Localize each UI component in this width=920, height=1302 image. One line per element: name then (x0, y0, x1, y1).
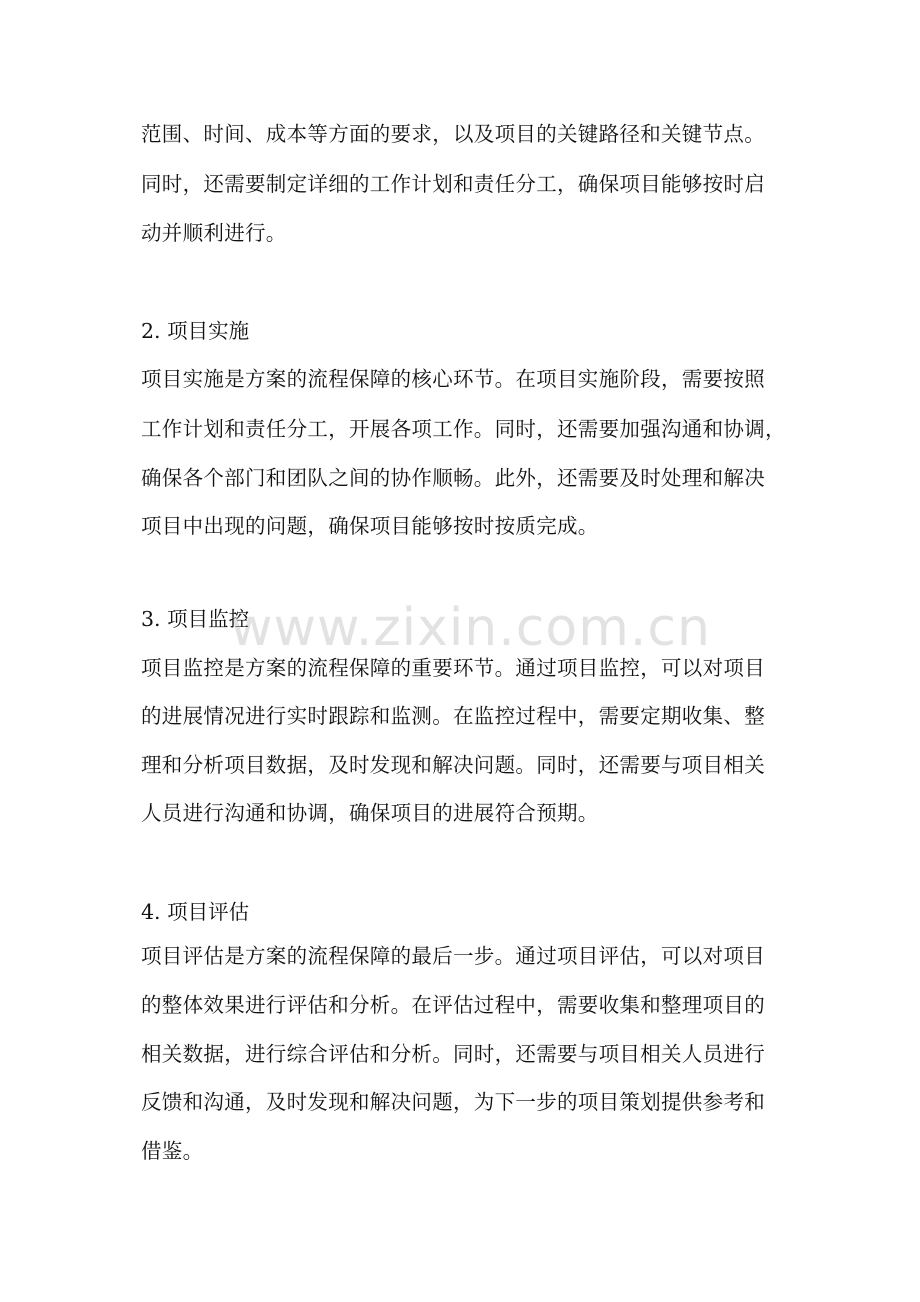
paragraph-line: 反馈和沟通，及时发现和解决问题，为下一步的项目策划提供参考和 (141, 1090, 765, 1114)
paragraph-line: 的进展情况进行实时跟踪和监测。在监控过程中，需要定期收集、整 (141, 704, 765, 728)
section-heading: 2. 项目实施 (141, 319, 250, 343)
paragraph-line: 确保各个部门和团队之间的协作顺畅。此外，还需要及时处理和解决 (141, 466, 765, 490)
section-heading: 3. 项目监控 (141, 607, 250, 631)
section-heading: 4. 项目评估 (141, 900, 250, 924)
paragraph-line: 项目监控是方案的流程保障的重要环节。通过项目监控，可以对项目 (141, 656, 765, 680)
paragraph-line: 项目中出现的问题，确保项目能够按时按质完成。 (141, 514, 599, 538)
paragraph-line: 借鉴。 (141, 1139, 204, 1163)
paragraph-line: 相关数据，进行综合评估和分析。同时，还需要与项目相关人员进行 (141, 1042, 765, 1066)
paragraph-line: 的整体效果进行评估和分析。在评估过程中，需要收集和整理项目的 (141, 993, 765, 1017)
paragraph-line: 项目实施是方案的流程保障的核心环节。在项目实施阶段，需要按照 (141, 367, 765, 391)
paragraph-line: 同时，还需要制定详细的工作计划和责任分工，确保项目能够按时启 (141, 172, 765, 196)
paragraph-line: 项目评估是方案的流程保障的最后一步。通过项目评估，可以对项目 (141, 944, 765, 968)
paragraph-line: 人员进行沟通和协调，确保项目的进展符合预期。 (141, 801, 599, 825)
paragraph-line: 范围、时间、成本等方面的要求，以及项目的关键路径和关键节点。 (141, 122, 765, 146)
paragraph-line: 理和分析项目数据，及时发现和解决问题。同时，还需要与项目相关 (141, 753, 765, 777)
paragraph-line: 工作计划和责任分工，开展各项工作。同时，还需要加强沟通和协调， (141, 417, 786, 441)
watermark: www.zixin.com.cn (230, 598, 711, 658)
paragraph-line: 动并顺利进行。 (141, 221, 287, 245)
